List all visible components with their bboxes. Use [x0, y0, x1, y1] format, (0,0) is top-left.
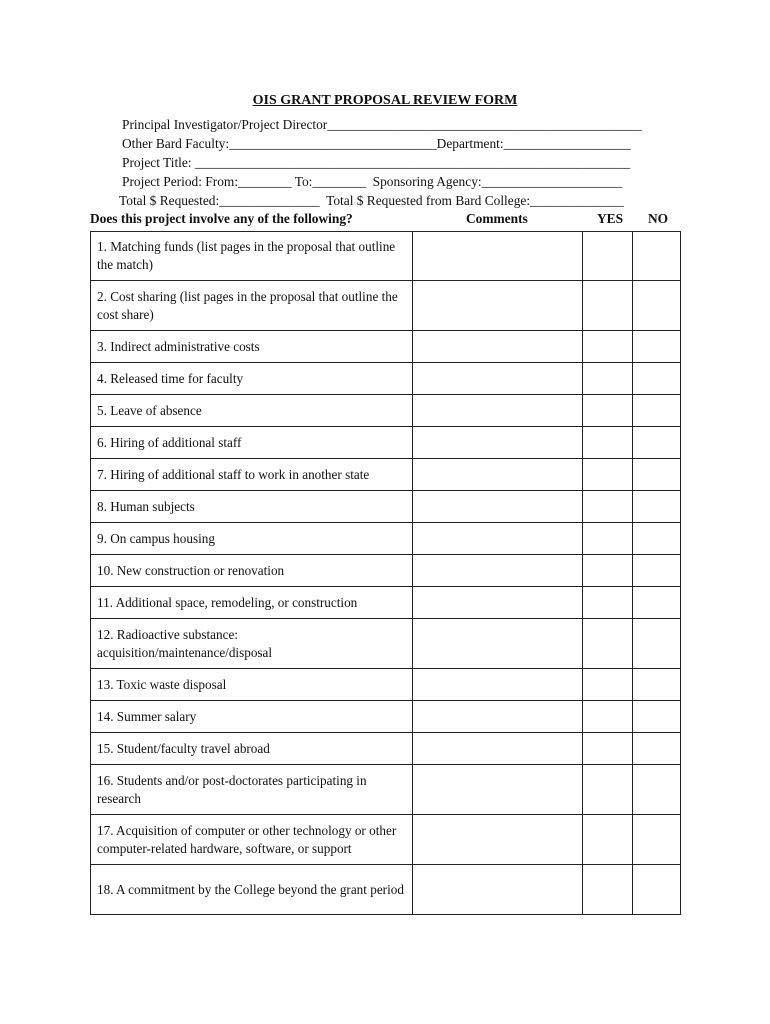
question-cell: 5. Leave of absence: [91, 395, 413, 427]
table-row: [91, 395, 681, 427]
comments-cell[interactable]: [413, 363, 583, 395]
comments-cell[interactable]: [413, 765, 583, 815]
question-cell: 9. On campus housing: [91, 523, 413, 555]
comments-cell[interactable]: [413, 395, 583, 427]
table-row: [91, 619, 681, 669]
question-header: Does this project involve any of the following?: [90, 211, 353, 226]
table-row: [91, 427, 681, 459]
comments-cell[interactable]: [413, 701, 583, 733]
comments-cell[interactable]: [413, 555, 583, 587]
review-table: [90, 231, 681, 915]
comments-cell[interactable]: [413, 733, 583, 765]
no-cell[interactable]: [633, 427, 681, 459]
question-cell: 16. Students and/or post-doctorates participating in research: [91, 765, 413, 815]
no-cell[interactable]: [633, 765, 681, 815]
no-cell[interactable]: [633, 815, 681, 865]
yes-cell[interactable]: [583, 281, 633, 331]
comments-cell[interactable]: [413, 523, 583, 555]
no-cell[interactable]: [633, 619, 681, 669]
yes-cell[interactable]: [583, 733, 633, 765]
no-cell[interactable]: [633, 459, 681, 491]
question-cell: 18. A commitment by the College beyond the grant period: [91, 865, 413, 915]
table-row: [91, 232, 681, 281]
table-row: [91, 281, 681, 331]
no-cell[interactable]: [633, 395, 681, 427]
table-row: [91, 701, 681, 733]
comments-cell[interactable]: [413, 331, 583, 363]
no-cell[interactable]: [633, 555, 681, 587]
question-cell: 2. Cost sharing (list pages in the proposal that outline the cost share): [91, 281, 413, 331]
question-cell: 6. Hiring of additional staff: [91, 427, 413, 459]
table-row: [91, 733, 681, 765]
yes-cell[interactable]: [583, 427, 633, 459]
question-cell: 8. Human subjects: [91, 491, 413, 523]
question-cell: 4. Released time for faculty: [91, 363, 413, 395]
table-row: [91, 587, 681, 619]
question-cell: 3. Indirect administrative costs: [91, 331, 413, 363]
table-row: [91, 555, 681, 587]
form-title: OIS GRANT PROPOSAL REVIEW FORM: [252, 93, 518, 108]
comments-cell[interactable]: [413, 427, 583, 459]
yes-cell[interactable]: [583, 555, 633, 587]
table-row: [91, 669, 681, 701]
comments-cell[interactable]: [413, 232, 583, 281]
no-cell[interactable]: [633, 669, 681, 701]
table-row: [91, 363, 681, 395]
project-period-agency-field[interactable]: Project Period: From:________ To:________ Sponsoring Agency:_____________________: [122, 174, 623, 189]
no-cell[interactable]: [633, 733, 681, 765]
yes-cell[interactable]: [583, 815, 633, 865]
comments-cell[interactable]: [413, 619, 583, 669]
yes-cell[interactable]: [583, 587, 633, 619]
table-row: [91, 765, 681, 815]
question-cell: 11. Additional space, remodeling, or construction: [91, 587, 413, 619]
no-column-header: NO: [648, 211, 669, 226]
yes-cell[interactable]: [583, 459, 633, 491]
question-cell: 1. Matching funds (list pages in the proposal that outline the match): [91, 232, 413, 281]
comments-cell[interactable]: [413, 459, 583, 491]
yes-cell[interactable]: [583, 232, 633, 281]
no-cell[interactable]: [633, 363, 681, 395]
no-cell[interactable]: [633, 331, 681, 363]
no-cell[interactable]: [633, 865, 681, 915]
comments-column-header: Comments: [466, 211, 528, 226]
no-cell[interactable]: [633, 701, 681, 733]
other-faculty-department-field[interactable]: Other Bard Faculty:_______________________________Department:___________________: [122, 136, 631, 151]
no-cell[interactable]: [633, 587, 681, 619]
yes-cell[interactable]: [583, 363, 633, 395]
yes-cell[interactable]: [583, 865, 633, 915]
yes-cell[interactable]: [583, 491, 633, 523]
no-cell[interactable]: [633, 523, 681, 555]
no-cell[interactable]: [633, 281, 681, 331]
principal-investigator-field[interactable]: Principal Investigator/Project Director_______________________________________________: [122, 117, 642, 132]
question-cell: 10. New construction or renovation: [91, 555, 413, 587]
question-cell: 17. Acquisition of computer or other technology or other computer-related hardware, software, or support: [91, 815, 413, 865]
table-row: [91, 459, 681, 491]
comments-cell[interactable]: [413, 865, 583, 915]
yes-cell[interactable]: [583, 669, 633, 701]
comments-cell[interactable]: [413, 669, 583, 701]
table-row: [91, 491, 681, 523]
comments-cell[interactable]: [413, 587, 583, 619]
table-row: [91, 331, 681, 363]
yes-cell[interactable]: [583, 619, 633, 669]
project-title-field[interactable]: Project Title: _________________________________________________________________: [122, 155, 631, 170]
no-cell[interactable]: [633, 232, 681, 281]
table-row: [91, 865, 681, 915]
question-cell: 14. Summer salary: [91, 701, 413, 733]
yes-column-header: YES: [597, 211, 624, 226]
question-cell: 7. Hiring of additional staff to work in another state: [91, 459, 413, 491]
total-requested-field[interactable]: Total $ Requested:_______________ Total $ Requested from Bard College:______________: [119, 193, 624, 208]
table-row: [91, 523, 681, 555]
comments-cell[interactable]: [413, 815, 583, 865]
yes-cell[interactable]: [583, 395, 633, 427]
yes-cell[interactable]: [583, 701, 633, 733]
question-cell: 12. Radioactive substance: acquisition/maintenance/disposal: [91, 619, 413, 669]
comments-cell[interactable]: [413, 491, 583, 523]
comments-cell[interactable]: [413, 281, 583, 331]
yes-cell[interactable]: [583, 765, 633, 815]
table-row: [91, 815, 681, 865]
yes-cell[interactable]: [583, 331, 633, 363]
question-cell: 13. Toxic waste disposal: [91, 669, 413, 701]
question-cell: 15. Student/faculty travel abroad: [91, 733, 413, 765]
yes-cell[interactable]: [583, 523, 633, 555]
no-cell[interactable]: [633, 491, 681, 523]
